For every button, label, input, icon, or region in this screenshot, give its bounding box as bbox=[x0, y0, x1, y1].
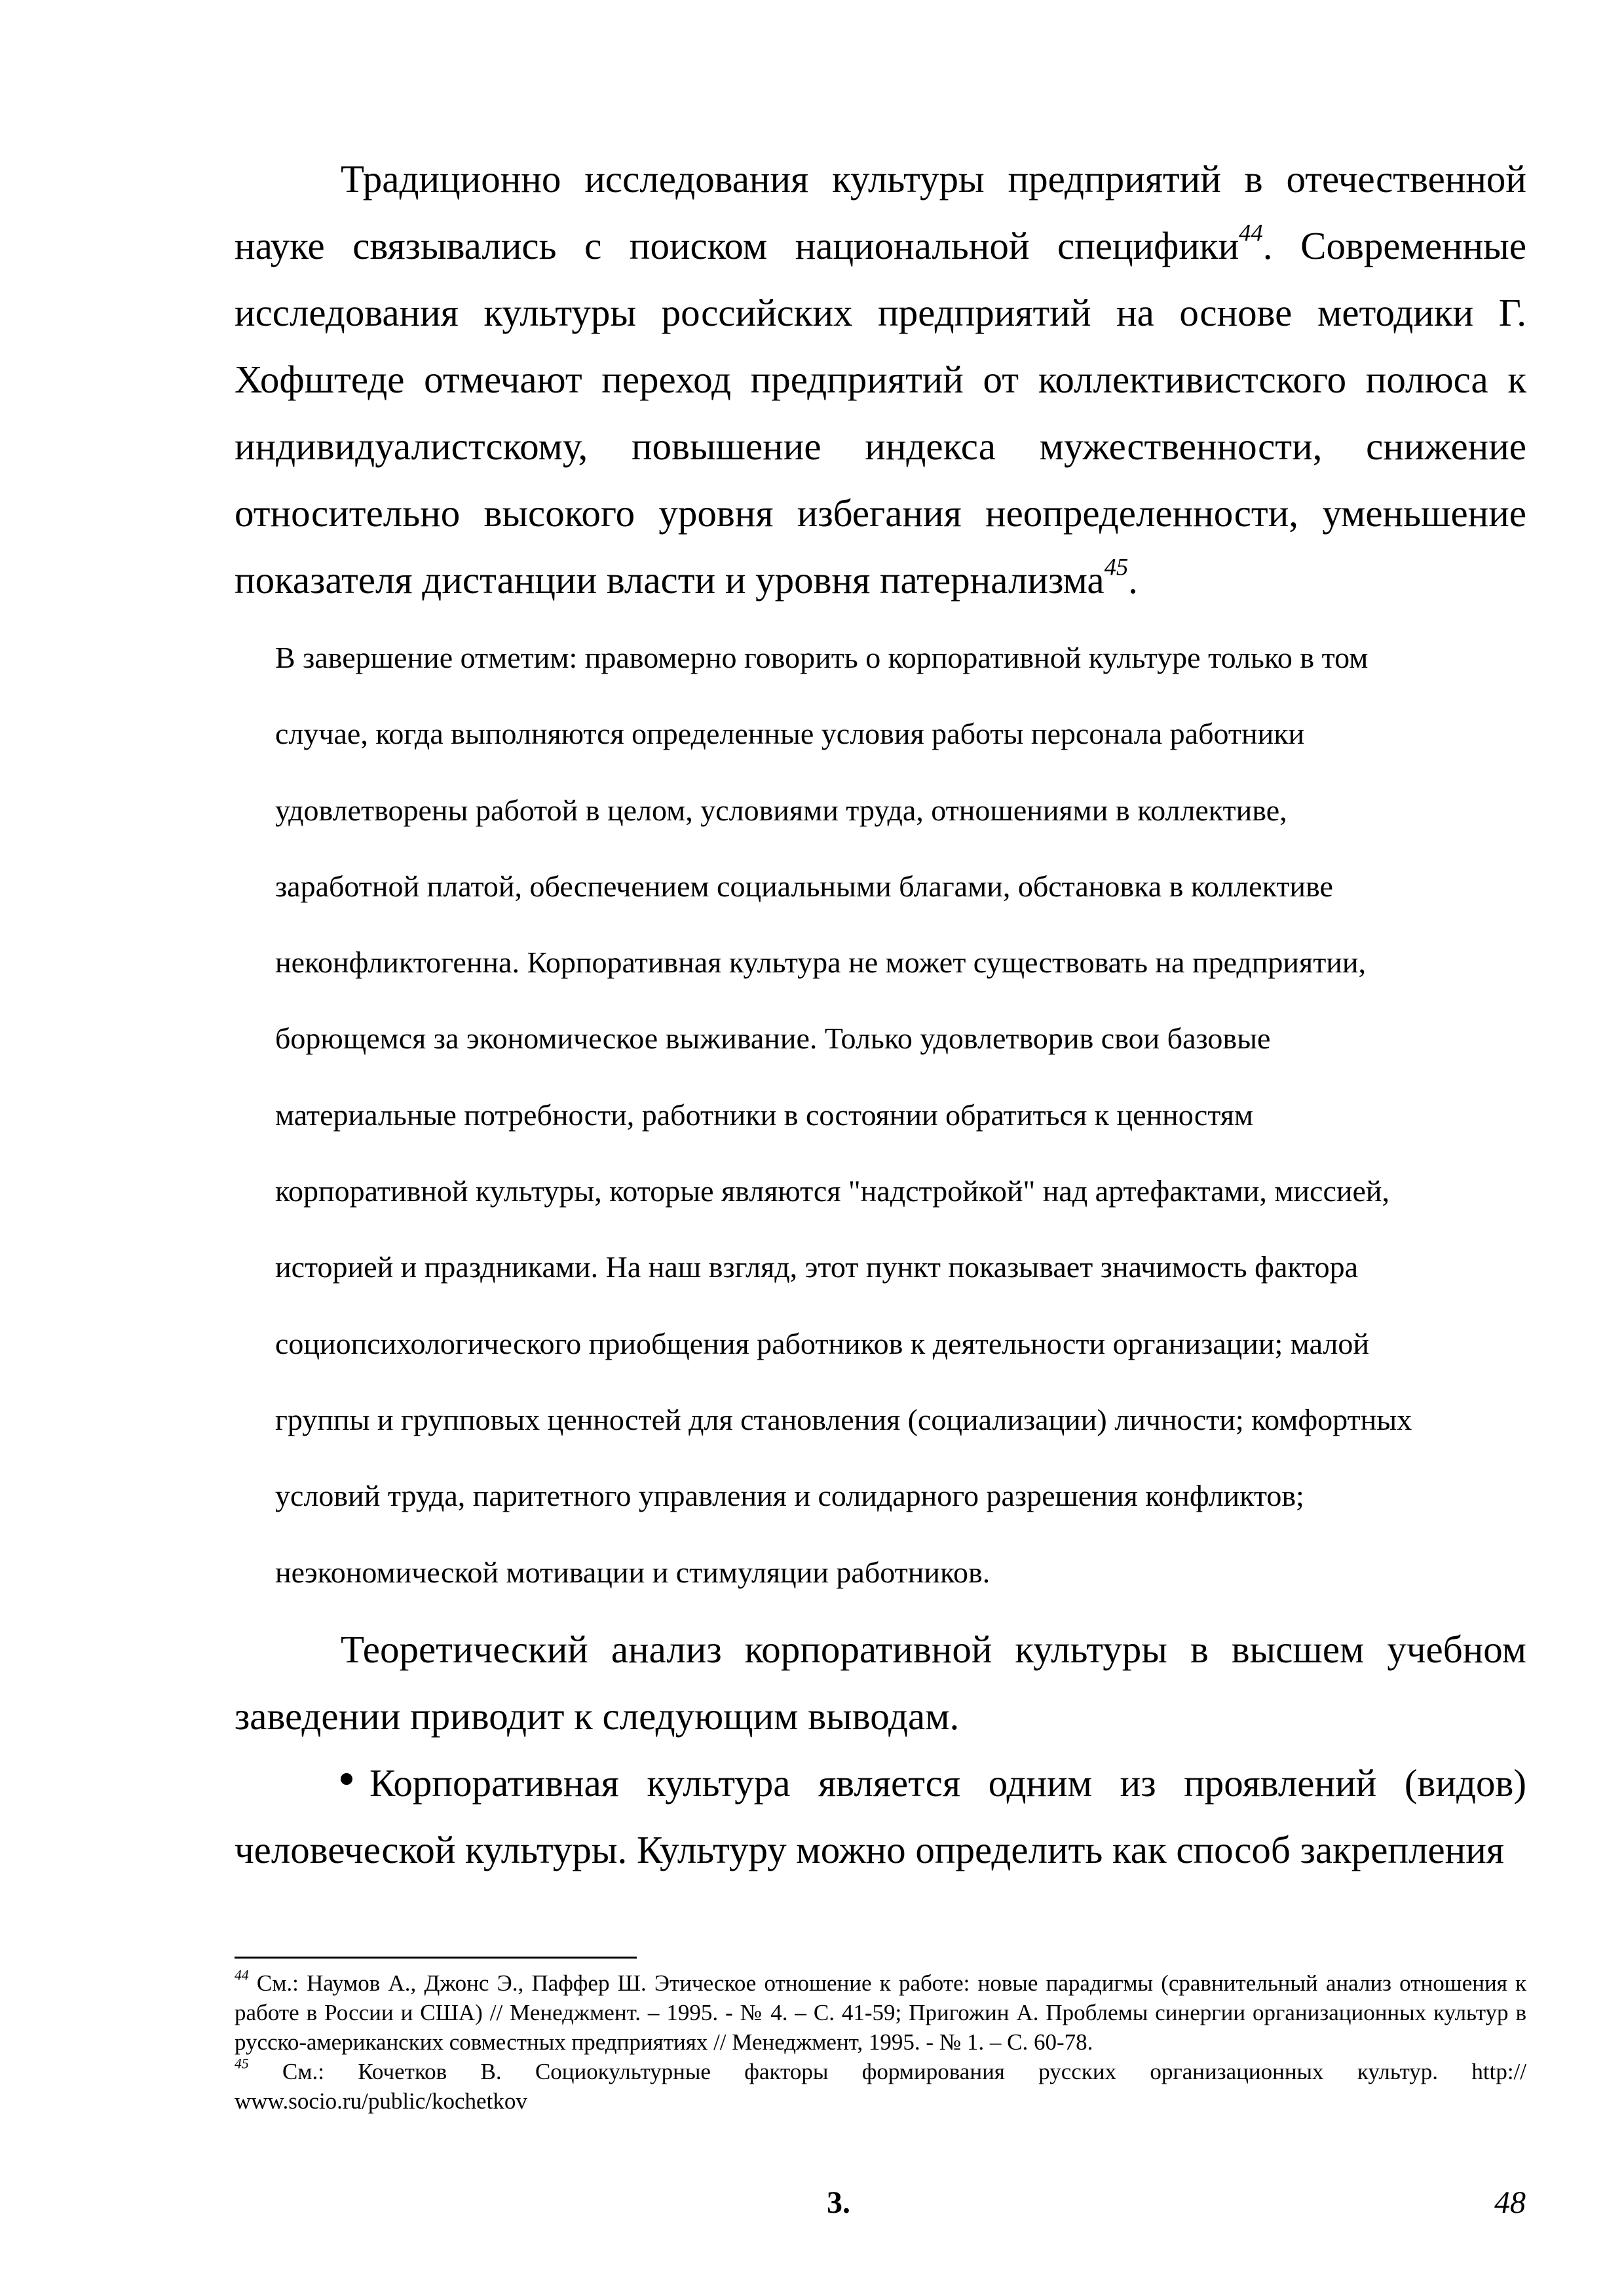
footnote-marker: 45 bbox=[235, 2056, 249, 2072]
paragraph-text: Традиционно исследования культуры предприятий в отечественной науке связывались с поиском национальной специфики bbox=[235, 157, 1526, 267]
quote-line: неэкономической мотивации и стимуляции работников. bbox=[275, 1555, 991, 1589]
quote-line: удовлетворены работой в целом, условиями труда, отношениями в коллективе, bbox=[275, 793, 1287, 827]
quote-line: социопсихологического приобщения работников к деятельности организации; малой bbox=[275, 1326, 1369, 1360]
quote-line: условий труда, паритетного управления и солидарного разрешения конфликтов; bbox=[275, 1479, 1304, 1513]
quote-line: случае, когда выполняются определенные условия работы персонала работники bbox=[275, 717, 1305, 751]
footnotes bbox=[235, 1968, 1526, 2116]
page-number: 48 bbox=[1494, 2185, 1526, 2220]
section-marker: 3. bbox=[827, 2185, 850, 2220]
bullet-paragraph bbox=[235, 1750, 1526, 1883]
block-quote bbox=[275, 620, 1526, 1611]
paragraph-national-specifics bbox=[235, 145, 1526, 613]
quote-line: борющемся за экономическое выживание. Только удовлетворив свои базовые bbox=[275, 1022, 1271, 1056]
bullet-text: Корпоративная культура является одним из проявлений (видов) человеческой культуры. Культуру можно определить как способ закрепления bbox=[235, 1761, 1526, 1871]
bullet-icon bbox=[341, 1773, 352, 1785]
quote-line: группы и групповых ценностей для становления (социализации) личности; комфортных bbox=[275, 1402, 1412, 1436]
footnote-marker: 44 bbox=[235, 1967, 249, 1983]
quote-line: неконфликтогенна. Корпоративная культура не может существовать на предприятии, bbox=[275, 946, 1367, 980]
footnote-ref-45[interactable]: 45 bbox=[1104, 553, 1129, 581]
paragraph-text: . Современные исследования культуры российских предприятий на основе методики Г. Хофштеде отмечают переход предприятий от коллективистского полюса к индивидуалистскому, повышение индекса мужественности, снижение относительно высокого уровня избегания неопределенности, уменьшение показателя дистанции власти и уровня патернализма bbox=[235, 224, 1527, 602]
quote-line: В завершение отметим: правомерно говорить о корпоративной культуре только в том bbox=[275, 641, 1369, 674]
quote-line: корпоративной культуры, которые являются "надстройкой" над артефактами, миссией, bbox=[275, 1174, 1390, 1208]
footnote-text: См.: Наумов А., Джонс Э., Паффер Ш. Этическое отношение к работе: новые парадигмы (сравнительный анализ отношения к работе в России и США) // Менеджмент. – 1995. - № 4. – С. 41-59; Пригожин А. Проблемы синергии организационных культур в русско-американских совместных предприятиях // Менеджмент, 1995. - № 1. – С. 60-78. bbox=[235, 1970, 1526, 2055]
footnote-ref-44[interactable]: 44 bbox=[1239, 219, 1263, 246]
footnote-separator bbox=[235, 1957, 637, 1959]
quote-line: материальные потребности, работники в состоянии обратиться к ценностям bbox=[275, 1098, 1254, 1132]
footnote-45 bbox=[235, 2057, 1526, 2116]
footnote-text: См.: Кочетков В. Социокультурные факторы формирования русских организационных культур. http:// www.socio.ru/public/kochetkov bbox=[235, 2059, 1526, 2114]
quote-line: историей и праздниками. На наш взгляд, этот пункт показывает значимость фактора bbox=[275, 1250, 1359, 1284]
footnote-44 bbox=[235, 1968, 1526, 2057]
paragraph-theoretical-analysis: Теоретический анализ корпоративной культуры в высшем учебном заведении приводит к следующим выводам. bbox=[235, 1628, 1526, 1738]
quote-line: заработной платой, обеспечением социальными благами, обстановка в коллективе bbox=[275, 869, 1333, 903]
paragraph-text: . bbox=[1128, 558, 1138, 602]
